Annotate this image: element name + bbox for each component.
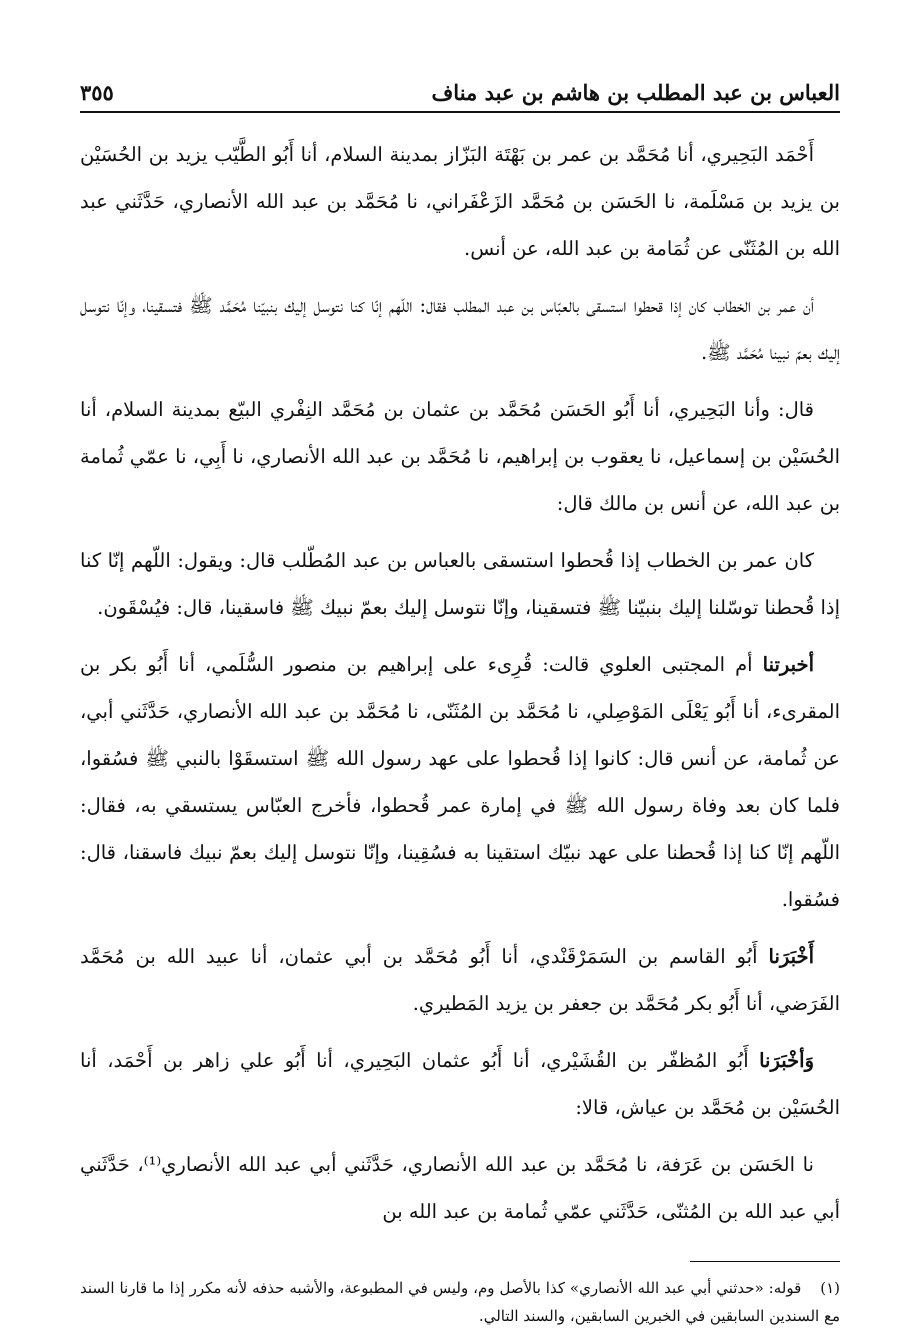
paragraph-lead: أَخْبَرَنا	[768, 945, 814, 968]
running-title: العباس بن عبد المطلب بن هاشم بن عبد مناف	[431, 80, 840, 105]
paragraph	[80, 537, 840, 631]
paragraph	[80, 933, 840, 1027]
page-header	[80, 80, 840, 113]
paragraph	[80, 282, 840, 376]
paragraph-text: أم المجتبى العلوي قالت: قُرِىء على إبراهيم بن منصور السُّلَمي، أنا أَبُو بكر بن المقرىء، أنا أَبُو يَعْلَى المَوْصِلي، نا مُحَمَّد بن المُثَنّى، نا مُحَمَّد بن عبد الله الأنصاري، حَدَّثَني أبي، عن ثُمامة، عن أنس قال: كانوا إذا قُحطوا على عهد رسول الله ﷺ استسقَوْا بالنبي ﷺ فسُقوا، فلما كان بعد وفاة رسول الله ﷺ في إمارة عمر قُحطوا، فأخرج العبّاس يستسقي به، فقال: اللّهم إنّا كنا إذا قُحطنا على عهد نبيّك استقينا به فسُقِينا، وإنّا نتوسل إليك بعمّ نبيك فاسقنا، قال: فسُقوا.	[80, 653, 840, 911]
paragraph-lead: وَأخْبَرَنا	[759, 1049, 814, 1072]
paragraph-text: أَحْمَد البَحِيري، أنا مُحَمَّد بن عمر بن بَهْتَة البَزّاز بمدينة السلام، أنا أَبُو الطَّيّب يزيد بن الحُسَيْن بن يزيد بن مَسْلَمة، نا الحَسَن بن مُحَمَّد الزَعْفَراني، نا مُحَمَّد بن عبد الله الأنصاري، حَدَّثَني عبد الله بن المُثَنّى عن ثُمَامة بن عبد الله، عن أنس.	[80, 143, 840, 260]
footnote-text: قوله: «حدثني أبي عبد الله الأنصاري» كذا بالأصل وم، وليس في المطبوعة، والأشبه حذفه لأنه مكرر إذا ما قارنا السند مع السندين السابقين في الخبرين السابقين، والسند التالي.	[80, 1279, 840, 1325]
paragraph-text: أَبُو القاسم بن السَمَرْقَنْدي، أنا أَبُو مُحَمَّد بن أبي عثمان، أنا عبيد الله بن مُحَمَّد الفَرَضي، أنا أَبُو بكر مُحَمَّد بن جعفر بن يزيد المَطيري.	[80, 945, 840, 1015]
paragraph	[80, 1037, 840, 1131]
page-body	[80, 131, 840, 1235]
paragraph	[80, 641, 840, 923]
paragraph-text: قال: وأنا البَحِيري، أنا أَبُو الحَسَن مُحَمَّد بن عثمان بن مُحَمَّد النِفْري البيّع بمدينة السلام، أنا الحُسَيْن بن إسماعيل، نا يعقوب بن إبراهيم، نا مُحَمَّد بن عبد الله الأنصاري، نا أَبِي، نا عمّي ثُمامة بن عبد الله، عن أنس بن مالك قال:	[80, 398, 840, 515]
paragraph-text: أَبُو المُظفّر بن القُشَيْري، أنا أَبُو عثمان البَحِيري، أنا أَبُو علي زاهر بن أَحْمَد، أنا الحُسَيْن بن مُحَمَّد بن عياش، قالا:	[80, 1049, 840, 1119]
paragraph	[80, 386, 840, 527]
paragraph-text: كان عمر بن الخطاب إذا قُحطوا استسقى بالعباس بن عبد المُطّلب قال: ويقول: اللّهم إنّا كنا إذا قُحطنا توسّلنا إليك بنبيّنا ﷺ فتسقينا، وإنّا نتوسل إليك بعمّ نبيك ﷺ فاسقينا، قال: فيُسْقَون.	[80, 549, 840, 619]
document-page	[80, 80, 840, 1330]
paragraph	[80, 131, 840, 272]
paragraph-text: أن عمر بن الخطاب كان إذا قحطوا استسقى بالعبّاس بن عبد المطلب فقال: اللّهم إنّا كنا نتوسل إليك بنبيّنا مُحَمَّد ﷺ فتسقينا، وإنّا نتوسل إليك بعمّ نبينا مُحَمَّد ﷺ.	[80, 294, 840, 364]
paragraph-lead: أخبرتنا	[762, 653, 814, 676]
paragraph-text: نا الحَسَن بن عَرَفة، نا مُحَمَّد بن عبد الله الأنصاري، حَدَّثَني أبي عبد الله الأنصاري⁽¹⁾، حَدَّثَني أبي عبد الله بن المُثنّى، حَدَّثَني عمّي ثُمامة بن عبد الله بن	[80, 1153, 840, 1223]
page-number: ٣٥٥	[80, 80, 114, 105]
footnote-divider	[690, 1261, 840, 1262]
paragraph	[80, 1141, 840, 1235]
footnote-marker: (١)	[820, 1279, 840, 1297]
footnote	[80, 1274, 840, 1330]
